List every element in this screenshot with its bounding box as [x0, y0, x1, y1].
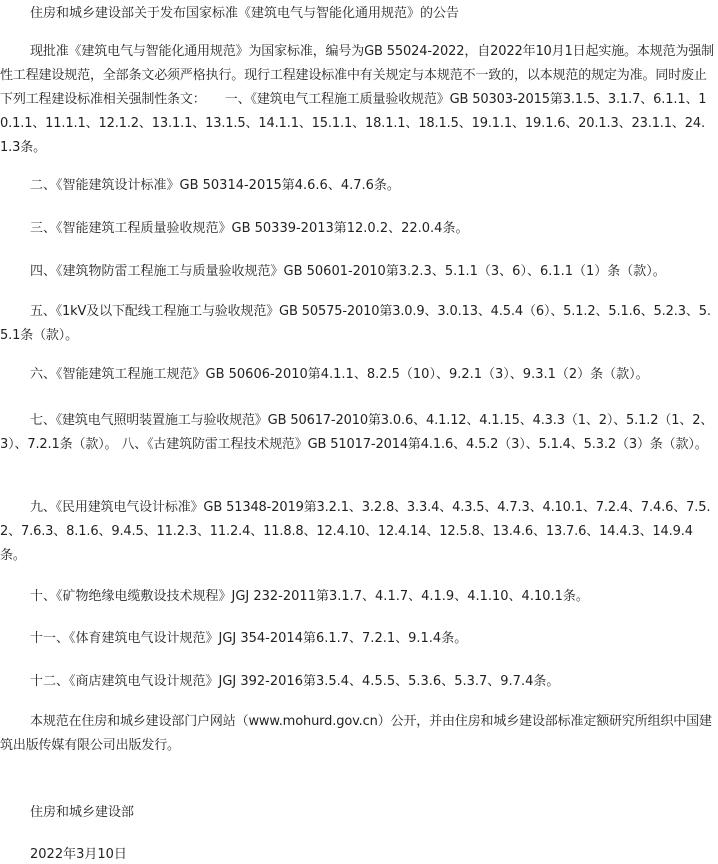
- abolished-item-3: 三、《智能建筑工程质量验收规范》GB 50339-2013第12.0.2、22.0.4条。: [30, 221, 469, 236]
- abolished-item-7-8: 七、《建筑电气照明装置施工与验收规范》GB 50617-2010第3.0.6、4.1.12、4.1.15、4.3.3（1、2）、5.1.2（1、2、3）、7.2.1条（款）。 八、《古建筑防雷工程技术规范》GB 51017-2014第4.1.6、4.5.2（3）、5.1.4、5.3.2（3）条（款）。: [0, 413, 714, 452]
- document-title: 住房和城乡建设部关于发布国家标准《建筑电气与智能化通用规范》的公告: [30, 6, 460, 21]
- abolished-item-12: 十二、《商店建筑电气设计规范》JGJ 392-2016第3.5.4、4.5.5、5.3.6、5.3.7、9.7.4条。: [30, 674, 560, 689]
- abolished-item-10: 十、《矿物绝缘电缆敷设技术规程》JGJ 232-2011第3.1.7、4.1.7、4.1.9、4.1.10、4.10.1条。: [30, 589, 589, 604]
- abolished-item-11: 十一、《体育建筑电气设计规范》JGJ 354-2014第6.1.7、7.2.1、9.1.4条。: [30, 631, 468, 646]
- abolished-item-4: 四、《建筑物防雷工程施工与质量验收规范》GB 50601-2010第3.2.3、5.1.1（3、6）、6.1.1（1）条（款）。: [30, 264, 666, 279]
- intro-paragraph: 现批准《建筑电气与智能化通用规范》为国家标准，编号为GB 55024-2022，自2022年10月1日起实施。本规范为强制性工程建设规范，全部条文必须严格执行。现行工程建设标准中有关规定与本规范不一致的，以本规范的规定为准。同时废止下列工程建设标准相关强制性条文： 一、《建筑电气工程施工质量验收规范》GB 50303-2015第3.1.5、3.1.7、6.1.1、10.1.1、11.1.1、12.1.2、13.1.1、13.1.5、14.1.1、15.1.1、18.1.1、18.1.5、19.1.1、19.1.6、20.1.3、23.1.1、24.1.3条。: [0, 44, 715, 155]
- signature-date: 2022年3月10日: [30, 847, 127, 862]
- abolished-item-5: 五、《1kV及以下配线工程施工与验收规范》GB 50575-2010第3.0.9、3.0.13、4.5.4（6）、5.1.2、5.1.6、5.2.3、5.5.1条（款）。: [0, 304, 711, 343]
- closing-paragraph: 本规范在住房和城乡建设部门户网站（www.mohurd.gov.cn）公开，并由住房和城乡建设部标准定额研究所组织中国建筑出版传媒有限公司出版发行。: [0, 714, 712, 753]
- abolished-item-6: 六、《智能建筑工程施工规范》GB 50606-2010第4.1.1、8.2.5（10）、9.2.1（3）、9.3.1（2）条（款）。: [30, 367, 649, 382]
- signature-organization: 住房和城乡建设部: [30, 805, 135, 820]
- abolished-item-2: 二、《智能建筑设计标准》GB 50314-2015第4.6.6、4.7.6条。: [30, 178, 400, 193]
- abolished-item-9: 九、《民用建筑电气设计标准》GB 51348-2019第3.2.1、3.2.8、3.3.4、4.3.5、4.7.3、4.10.1、7.2.4、7.4.6、7.5.2、7.6.3、8.1.6、9.4.5、11.2.3、11.2.4、11.8.8、12.4.10、12.4.14、12.5.8、13.4.6、13.7.6、14.4.3、14.9.4条。: [0, 500, 711, 563]
